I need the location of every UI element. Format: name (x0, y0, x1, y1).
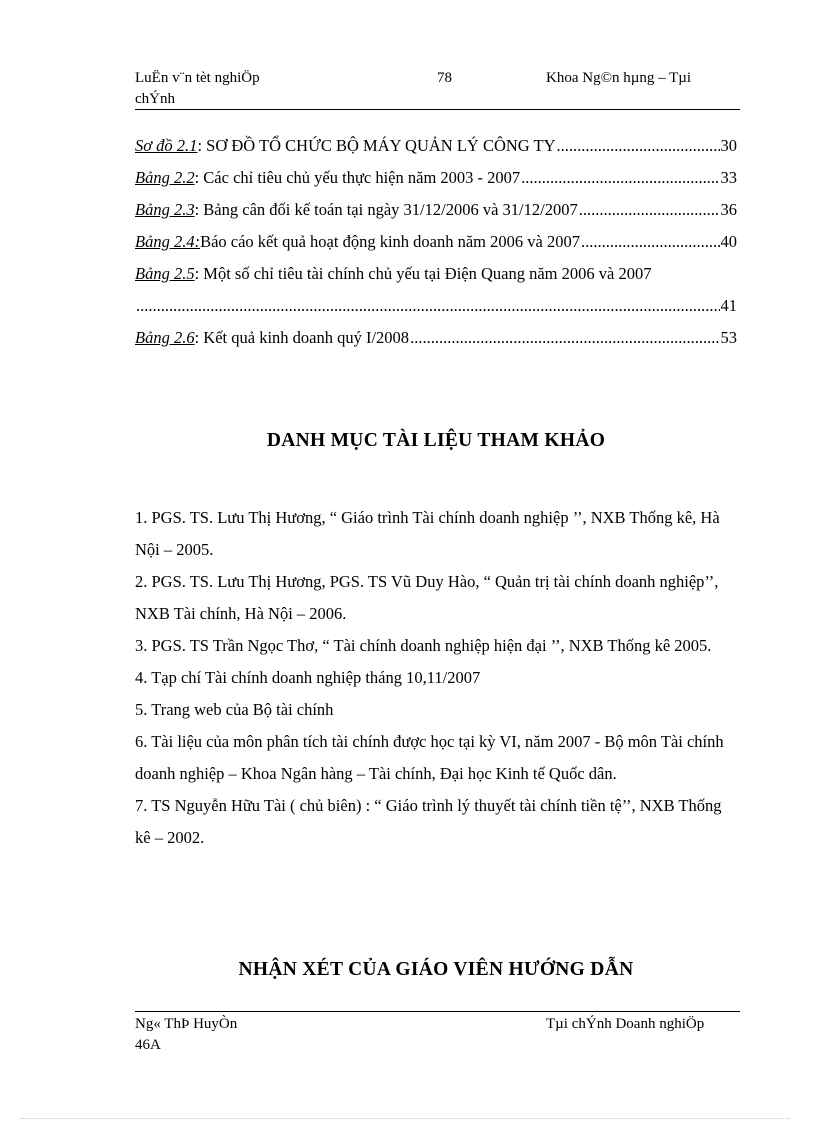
reference-item: 5. Trang web của Bộ tài chính (135, 700, 334, 719)
header-left-line1: LuËn v¨n tèt nghiÖp (135, 70, 260, 86)
toc-title: : SƠ ĐỒ TỔ CHỨC BỘ MÁY QUẢN LÝ CÔNG TY (197, 136, 556, 155)
toc-label: Bảng 2.5 (135, 264, 195, 283)
toc-label: Bảng 2.6 (135, 328, 195, 347)
header-rule (135, 109, 740, 110)
toc-entry (135, 258, 737, 290)
toc-label: Bảng 2.2 (135, 168, 195, 187)
toc-title: Báo cáo kết quả hoạt động kinh doanh năm 2006 và 2007 (200, 232, 580, 251)
references-list (135, 502, 740, 854)
toc-leader (136, 290, 720, 322)
toc-title: : Kết quả kinh doanh quý I/2008 (194, 328, 410, 347)
toc-label: Bảng 2.3 (135, 200, 195, 219)
toc-label: Bảng 2.4: (135, 232, 201, 251)
toc-entry (135, 226, 737, 258)
toc-entry-continuation (135, 290, 737, 322)
toc-title: : Các chỉ tiêu chủ yếu thực hiện năm 2003 - 2007 (194, 168, 521, 187)
page-edge-dotted-line (20, 1118, 790, 1119)
reference-item: 7. TS Nguyễn Hữu Tài ( chủ biên) : “ Giáo trình lý thuyết tài chính tiền tệ’’, NXB Thống kê – 2002. (135, 796, 722, 847)
toc-page: 40 (720, 232, 737, 251)
reference-item: 4. Tạp chí Tài chính doanh nghiệp tháng 10,11/2007 (135, 668, 481, 687)
header-right: Khoa Ng©n hµng – Tµi (546, 70, 692, 86)
toc-entry (135, 194, 737, 226)
review-heading: NHẬN XÉT CỦA GIÁO VIÊN HƯỚNG DẪN (238, 959, 634, 980)
footer-rule (135, 1011, 740, 1012)
toc-leader (521, 162, 719, 194)
toc-page: 33 (720, 168, 737, 187)
reference-item: 3. PGS. TS Trần Ngọc Thơ, “ Tài chính doanh nghiệp hiện đại ’’, NXB Thống kê 2005. (135, 636, 712, 655)
toc-entry (135, 162, 737, 194)
toc-leader (579, 194, 720, 226)
page-number: 78 (437, 70, 452, 86)
toc-title: : Một số chỉ tiêu tài chính chủ yếu tại Điện Quang năm 2006 và 2007 (194, 264, 652, 283)
footer-left (135, 1014, 355, 1056)
footer-left-line1: Ng« ThÞ HuyÒn (135, 1016, 238, 1032)
footer-left-line2: 46A (135, 1037, 161, 1053)
toc-page: 41 (720, 296, 737, 315)
toc-entry (135, 130, 737, 162)
toc-title: : Bảng cân đối kế toán tại ngày 31/12/2006 và 31/12/2007 (194, 200, 578, 219)
header-left-line2: chÝnh (135, 91, 175, 107)
toc-page: 53 (720, 328, 737, 347)
references-heading: DANH MỤC TÀI LIỆU THAM KHẢO (266, 430, 606, 451)
header-left (135, 68, 355, 110)
list-of-tables (135, 130, 737, 354)
toc-page: 36 (720, 200, 737, 219)
toc-entry (135, 322, 737, 354)
reference-item: 1. PGS. TS. Lưu Thị Hương, “ Giáo trình Tài chính doanh nghiệp ’’, NXB Thống kê, Hà Nội – 2005. (135, 508, 720, 559)
footer-right: Tµi chÝnh Doanh nghiÖp (546, 1016, 705, 1032)
toc-page: 30 (720, 136, 737, 155)
toc-leader (581, 226, 720, 258)
toc-label: Sơ đồ 2.1 (135, 136, 198, 155)
toc-leader (410, 322, 719, 354)
toc-leader (557, 130, 720, 162)
reference-item: 6. Tài liệu của môn phân tích tài chính được học tại kỳ VI, năm 2007 - Bộ môn Tài chính doanh nghiệp – Khoa Ngân hàng – Tài chính, Đại học Kinh tế Quốc dân. (135, 732, 724, 783)
reference-item: 2. PGS. TS. Lưu Thị Hương, PGS. TS Vũ Duy Hào, “ Quản trị tài chính doanh nghiệp’’, NXB Tài chính, Hà Nội – 2006. (135, 572, 719, 623)
